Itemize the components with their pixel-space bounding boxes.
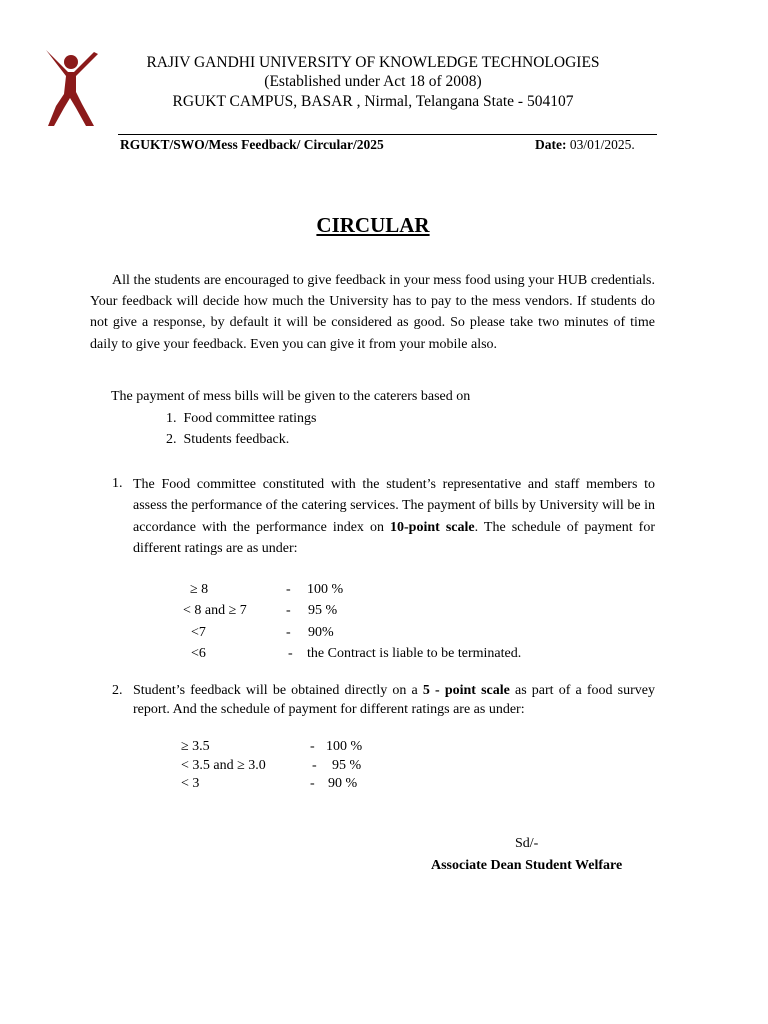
payment-intro: The payment of mess bills will be given to the caterers based on [111,389,471,404]
rating-row-2: < 8 and ≥ 7 [183,603,247,618]
section1-text: The Food committee constituted with the student’s representative and staff members to assess the performance of the catering services. The payment of bills by University will be in accordance with the performance index on 10-point scale. The schedule of payment for different ratings are as under: [133,477,655,556]
header-rule [118,134,657,135]
university-name: RAJIV GANDHI UNIVERSITY OF KNOWLEDGE TECHNOLOGIES [146,54,600,71]
rating-row-4: <6 [191,646,206,661]
signatory-designation: Associate Dean Student Welfare [431,858,623,873]
section1-number: 1. [112,476,123,491]
feedback-row-3: < 3 [181,776,200,791]
intro-paragraph: All the students are encouraged to give feedback in your mess food using your HUB credentials. Your feedback will decide how much the University has to pay to the mess vendors. If students do not give a response, by default it will be considered as good. So please take two minutes of time daily to give your feedback. Even you can give it from your mobile also. [90,273,655,352]
rating-dash: - [310,739,315,754]
payment-value: 100 % [326,739,363,754]
date-line [535,137,635,153]
rating-dash: - [310,776,315,791]
payment-value: 95 % [308,603,338,618]
rating-row-1: ≥ 8 [190,582,209,597]
feedback-row-1: ≥ 3.5 [181,739,210,754]
rating-dash: - [312,758,317,773]
rating-dash: - [286,625,291,640]
university-logo [42,46,100,130]
basis-item: 1. Food committee ratings [166,411,317,426]
rating-dash: - [288,646,293,661]
establishment-note: (Established under Act 18 of 2008) [264,73,482,90]
basis-item: 2. Students feedback. [166,432,290,447]
rating-dash: - [286,603,291,618]
payment-value: 95 % [332,758,362,773]
date-label: Date: [535,137,567,152]
date-value: 03/01/2025. [569,137,635,152]
section2-number: 2. [112,683,123,698]
payment-value: 90 % [328,776,358,791]
payment-value: 90% [308,625,334,640]
page-title: CIRCULAR [316,213,430,237]
signature-mark: Sd/- [515,836,539,851]
payment-value: 100 % [307,582,344,597]
rating-row-3: <7 [191,625,206,640]
payment-value: the Contract is liable to be terminated. [307,646,522,661]
section2-text: Student’s feedback will be obtained directly on a 5 - point scale as part of a food survey report. And the schedule of payment for different ratings are as under: [133,683,655,717]
rating-dash: - [286,582,291,597]
feedback-row-2: < 3.5 and ≥ 3.0 [181,758,266,773]
campus-address: RGUKT CAMPUS, BASAR , Nirmal, Telangana State - 504107 [172,93,574,110]
reference-number: RGUKT/SWO/Mess Feedback/ Circular/2025 [120,137,384,152]
